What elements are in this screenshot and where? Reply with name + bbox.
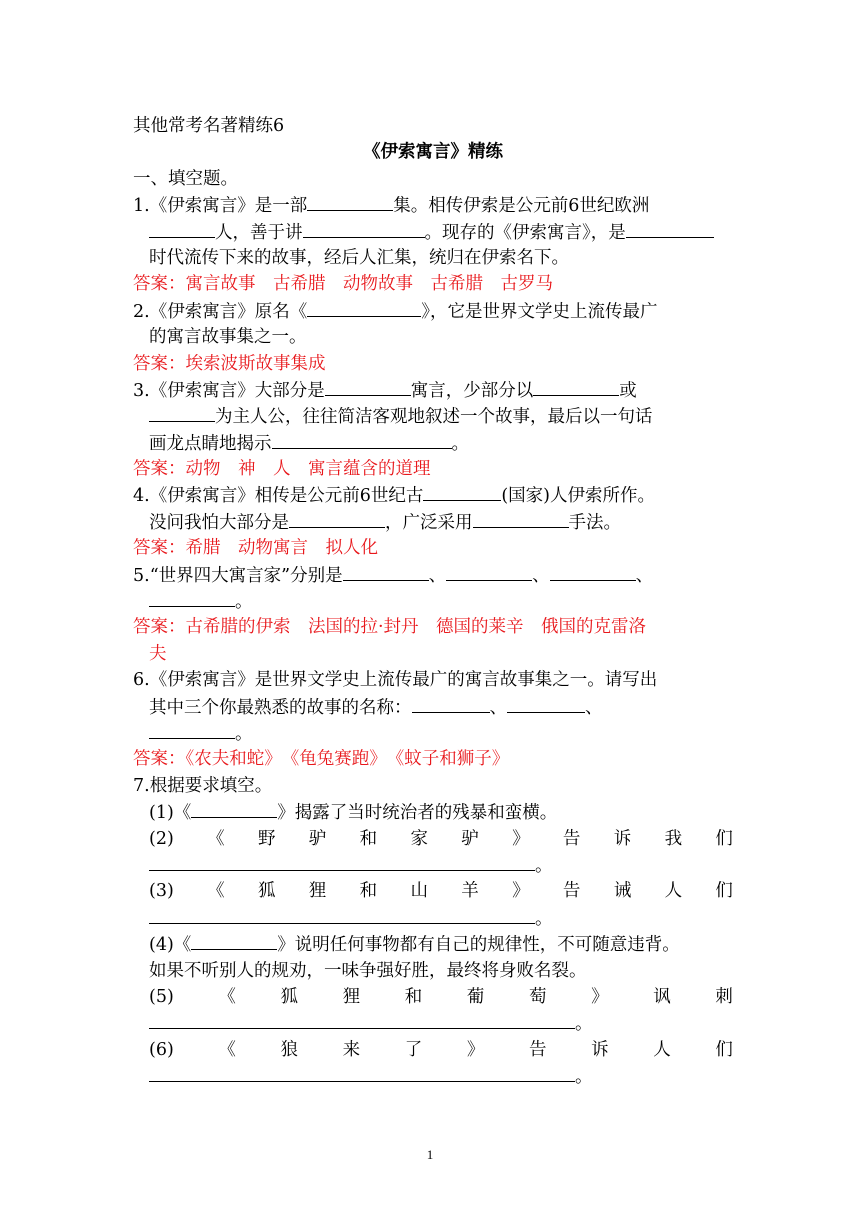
blank [149,1010,575,1029]
blank [446,562,532,581]
document-content [133,113,733,1089]
doc-title: 《伊索寓言》精练 [363,142,503,163]
blank [343,562,429,581]
page-number: 1 [426,1147,434,1162]
q2-line-1: 2.《伊索寓言》原名《 》，它是世界文学史上流传最广 [133,298,733,324]
blank [149,1063,575,1082]
q7-sub-1: (1)《 》揭露了当时统治者的残暴和蛮横。 [133,799,733,825]
blank [325,377,411,396]
blank [149,403,215,422]
q6-line-3: 。 [133,720,733,746]
q5-answer-1: 答案：古希腊的伊索 法国的拉·封丹 德国的莱辛 俄国的克雷洛 [133,617,647,638]
q2-answer: 答案：埃索波斯故事集成 [133,353,326,374]
doc-header: 其他常考名著精练6 [133,116,285,136]
blank [550,562,636,581]
q7-sub-6: (6) 《 狼 来 了 》 告 诉 人 们 [149,1039,733,1060]
q4-line-1: 4.《伊索寓言》相传是公元前6世纪古 (国家)人伊索所作。 [133,482,733,508]
q3-answer: 答案：动物 神 人 寓言蕴含的道理 [133,459,431,480]
q6-line-1: 6.《伊索寓言》是世界文学史上流传最广的寓言故事集之一。请写出 [133,670,658,691]
q5-line-2: 。 [133,588,733,614]
blank [149,588,235,607]
blank [533,377,619,396]
q7-sub-4: (4)《 》说明任何事物都有自己的规律性，不可随意违背。 [133,931,733,957]
blank [473,509,569,528]
section-heading: 一、填空题。 [133,168,238,189]
q3-line-2: 为主人公，往往简洁客观地叙述一个故事，最后以一句话 [133,403,733,429]
q1-line-1: 1.《伊索寓言》是一部 集。相传伊索是公元前6世纪欧洲 [133,192,733,218]
blank [307,298,421,317]
q5-answer-2: 夫 [149,643,167,664]
q5-line-1: 5.“世界四大寓言家”分别是 、 、 、 [133,562,733,588]
q7-sub-6-blank: 。 [133,1063,733,1089]
q7-intro: 7.根据要求填空。 [133,775,273,796]
blank [626,219,714,238]
blank [149,720,235,739]
q7-sub-4-cont: 如果不听别人的规劝，一味争强好胜，最终将身败名裂。 [149,960,587,981]
blank [191,931,277,950]
blank [303,219,425,238]
q1-answer: 答案：寓言故事 古希腊 动物故事 古希腊 古罗马 [133,274,553,295]
q7-sub-5-blank: 。 [133,1010,733,1036]
q1-line-3: 时代流传下来的故事，经后人汇集，统归在伊索名下。 [149,247,569,268]
blank [289,509,385,528]
blank [272,430,452,449]
q4-line-2: 没问我怕大部分是 ，广泛采用 手法。 [133,509,733,535]
blank [149,852,535,871]
q7-sub-2-blank: 。 [133,852,733,878]
q7-sub-2: (2) 《 野 驴 和 家 驴 》 告 诉 我 们 [149,828,733,849]
blank [307,192,393,211]
blank [149,219,215,238]
blank [423,482,501,501]
q2-line-2: 的寓言故事集之一。 [149,327,307,348]
blank [149,905,535,924]
q7-sub-3-blank: 。 [133,905,733,931]
q1-line-2: 人，善于讲 。现存的《伊索寓言》，是 [133,219,733,245]
blank [507,694,585,713]
q3-line-1: 3.《伊索寓言》大部分是 寓言，少部分以 或 [133,377,733,403]
q6-line-2: 其中三个你最熟悉的故事的名称： 、 、 [133,694,733,720]
blank [191,799,277,818]
q7-sub-3: (3) 《 狐 狸 和 山 羊 》 告 诫 人 们 [149,881,733,902]
q6-answer: 答案：《农夫和蛇》 《龟兔赛跑》 《蚊子和狮子》 [133,749,510,770]
q4-answer: 答案：希腊 动物寓言 拟人化 [133,538,378,559]
q7-sub-5: (5) 《 狐 狸 和 葡 萄 》 讽 刺 [149,986,733,1007]
blank [412,694,490,713]
q3-line-3: 画龙点睛地揭示 。 [133,430,733,456]
